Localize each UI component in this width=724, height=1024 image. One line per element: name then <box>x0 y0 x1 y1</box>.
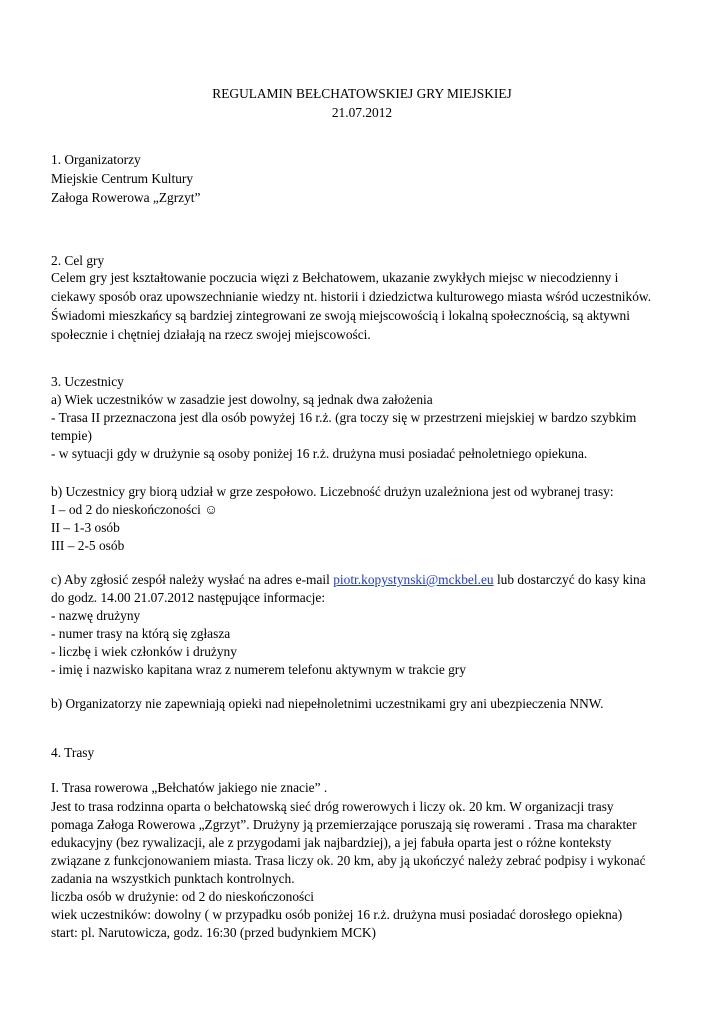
paragraph-line: Celem gry jest kształtowanie poczucia więzi z Bełchatowem, ukazanie zwykłych miejsc w niecodzienny i <box>51 270 619 285</box>
registration-line <box>51 570 646 589</box>
paragraph-line: zadania na wszystkich punktach kontrolnych. <box>51 871 295 886</box>
paragraph-line: - Trasa II przeznaczona jest dla osób powyżej 16 r.ż. (gra toczy się w przestrzeni miejskiej w bardzo szybkim <box>51 410 637 425</box>
email-link[interactable]: piotr.kopystynski@mckbel.eu <box>333 572 494 587</box>
route-title: I. Trasa rowerowa „Bełchatów jakiego nie znacie” . <box>51 780 328 795</box>
paragraph-line: do godz. 14.00 21.07.2012 następujące informacje: <box>51 590 326 605</box>
paragraph-line: tempie) <box>51 428 92 443</box>
paragraph-line: - w sytuacji gdy w drużynie są osoby poniżej 16 r.ż. drużyna musi posiadać pełnoletniego opiekuna. <box>51 446 588 461</box>
section-1-heading: 1. Organizatorzy <box>51 152 141 167</box>
paragraph-line: b) Organizatorzy nie zapewniają opieki nad niepełnoletnimi uczestnikami gry ani ubezpieczenia NNW. <box>51 696 604 711</box>
paragraph-line: ciekawy sposób oraz upowszechnianie wiedzy nt. historii i dziedzictwa kulturowego miasta wśród uczestników. <box>51 289 652 304</box>
paragraph-line: społecznie i chętniej działają na rzecz swojej miejscowości. <box>51 327 371 342</box>
paragraph-line: pomaga Załoga Rowerowa „Zgrzyt”. Drużyny ją przemierzające poruszają się rowerami . Trasa ma charakter <box>51 817 637 832</box>
list-item: I – od 2 do nieskończoności ☺ <box>51 502 218 517</box>
section-4-heading: 4. Trasy <box>51 745 95 760</box>
paragraph-line: edukacyjny (bez rywalizacji, ale z przygodami jak najbardziej), a jej fabuła oparta jest o różne konteksty <box>51 835 612 850</box>
list-item: II – 1-3 osób <box>51 520 120 535</box>
list-item: - liczbę i wiek członków i drużyny <box>51 644 237 659</box>
organizer-1: Miejskie Centrum Kultury <box>51 171 194 186</box>
paragraph-line: start: pl. Narutowicza, godz. 16:30 (przed budynkiem MCK) <box>51 925 377 940</box>
section-3-heading: 3. Uczestnicy <box>51 374 124 389</box>
list-item: - nazwę drużyny <box>51 608 141 623</box>
paragraph-line: Świadomi mieszkańcy są bardziej zintegrowani ze swoją miejscowością i lokalną społecznością, są aktywni <box>51 308 630 323</box>
organizer-2: Załoga Rowerowa „Zgrzyt” <box>51 190 201 205</box>
list-item: III – 2-5 osób <box>51 538 125 553</box>
document-date: 21.07.2012 <box>331 105 393 120</box>
registration-text-end: lub dostarczyć do kasy kina <box>493 572 646 587</box>
paragraph-line: a) Wiek uczestników w zasadzie jest dowolny, są jednak dwa założenia <box>51 392 433 407</box>
list-item: - imię i nazwisko kapitana wraz z numerem telefonu aktywnym w trakcie gry <box>51 662 466 677</box>
document-title: REGULAMIN BEŁCHATOWSKIEJ GRY MIEJSKIEJ <box>212 86 512 101</box>
paragraph-line: związane z funkcjonowaniem miasta. Trasa liczy ok. 20 km, aby ją ukończyć należy zebrać podpisy i wykonać <box>51 853 646 868</box>
paragraph-line: liczba osób w drużynie: od 2 do nieskończoności <box>51 889 314 904</box>
registration-text: c) Aby zgłosić zespół należy wysłać na adres e-mail <box>51 572 334 587</box>
paragraph-line: wiek uczestników: dowolny ( w przypadku osób poniżej 16 r.ż. drużyna musi posiadać dorosłego opiekna) <box>51 907 623 922</box>
section-2-heading: 2. Cel gry <box>51 253 105 268</box>
paragraph-line: Jest to trasa rodzinna oparta o bełchatowską sieć dróg rowerowych i liczy ok. 20 km. W organizacji trasy <box>51 799 614 814</box>
list-item: - numer trasy na którą się zgłasza <box>51 626 231 641</box>
paragraph-line: b) Uczestnicy gry biorą udział w grze zespołowo. Liczebność drużyn uzależniona jest od wybranej trasy: <box>51 484 614 499</box>
